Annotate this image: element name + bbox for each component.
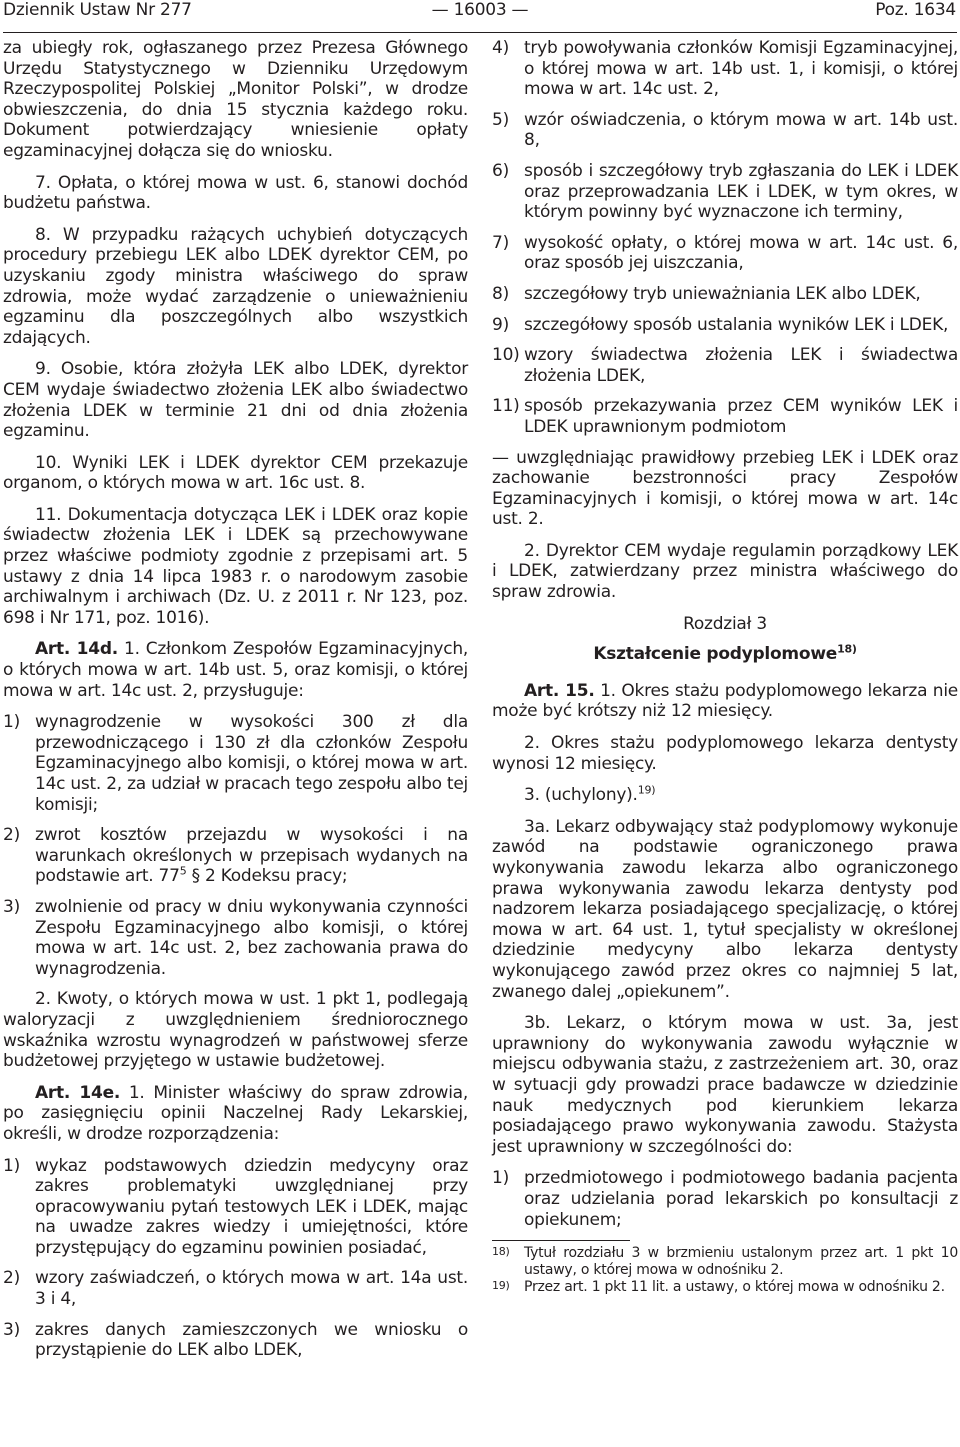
paragraph-text: 3. (uchylony).: [524, 785, 638, 806]
item-number: 5): [492, 109, 509, 130]
list-item: [3, 712, 468, 815]
item-number: 6): [492, 160, 509, 181]
article-15-paragraph-3b: 3b. Lekarz, o którym mowa w ust. 3a, jest uprawniony do wykonywania zawodu wyłącznie w miejscu odbywania stażu, z zastrzeżeniem art. 30, oraz w sytuacji gdy prowadzi prace badawcze w dziedzinie nauk medycznych pod kierunkiem lekarza posiadającego prawo wykonywania zawodu. Stażysta jest uprawniony w szczególności do:: [492, 1013, 958, 1157]
article-15-paragraph-2: 2. Okres stażu podyplomowego lekarza dentysty wynosi 12 miesięcy.: [492, 733, 958, 774]
item-text: przedmiotowego i podmiotowego badania pacjenta oraz udzielania porad lekarskich po konsultacji z opiekunem;: [524, 1168, 958, 1230]
article-14e: [3, 1083, 468, 1145]
item-text: wykaz podstawowych dziedzin medycyny oraz zakres problematyki uwzględnianej przy opracowywaniu pytań testowych LEK i LDEK, mając na uwadze zakres wiedzy i umiejętności, które przystępujący do egzaminu powinien posiadać,: [35, 1155, 468, 1258]
footnote-rule: [492, 1240, 630, 1241]
item-text: szczegółowy tryb unieważniania LEK albo LDEK,: [524, 283, 921, 304]
footnote-text: Przez art. 1 pkt 11 lit. a ustawy, o której mowa w odnośniku 2.: [524, 1279, 945, 1296]
article-14d-paragraph-2: 2. Kwoty, o których mowa w ust. 1 pkt 1, podlegają waloryzacji z uwzględnieniem średniorocznego wskaźnika wzrostu wynagrodzeń w państwowej sferze budżetowej przyjętego w ustawie budżetowej.: [3, 989, 468, 1072]
item-text: sposób przekazywania przez CEM wyników LEK i LDEK uprawnionym podmiotom: [524, 396, 958, 437]
item-number: 2): [3, 825, 20, 846]
list-item: [492, 110, 958, 151]
article-text: 1. Członkom Zespołów Egzaminacyjnych, o których mowa w art. 14b ust. 5, oraz komisji, o której mowa w art. 14c ust. 2, przysługuje:: [3, 639, 468, 701]
list-item: [492, 315, 958, 336]
item-text: wynagrodzenie w wysokości 300 zł dla przewodniczącego i 130 zł dla członków Zespołu Egzaminacyjnego albo komisji, o której mowa w art. 14c ust. 2, za udział w pracach tego zespołu albo tej komisji;: [35, 712, 469, 815]
item-text-part: § 2 Kodeksu pracy;: [186, 866, 348, 887]
list-item: [3, 1320, 468, 1361]
article-15: [492, 681, 958, 722]
article-label: Art. 14d.: [35, 639, 118, 660]
left-column: [3, 38, 468, 1371]
item-text: wzory świadectwa złożenia LEK i świadectwa złożenia LDEK,: [524, 345, 958, 386]
header-rule: [3, 32, 957, 33]
chapter-title-text: Kształcenie podyplomowe: [593, 644, 838, 665]
list-item: [492, 233, 958, 274]
item-number: 3): [3, 896, 20, 917]
item-number: 7): [492, 232, 509, 253]
item-text: sposób i szczegółowy tryb zgłaszania do LEK i LDEK oraz przeprowadzania LEK i LDEK, w tym okres, w którym powinny być wyznaczone ich terminy,: [524, 160, 958, 223]
item-text: wzory zaświadczeń, o których mowa w art. 14a ust. 3 i 4,: [35, 1268, 468, 1310]
page-header: [0, 0, 960, 26]
item-number: 10): [492, 345, 520, 366]
item-number: 2): [3, 1268, 20, 1289]
item-number: 11): [492, 396, 520, 417]
article-text: 1. Minister właściwy do spraw zdrowia, po zasięgnięciu opinii Naczelnej Rady Lekarskiej, określi, w drodze rozporządzenia:: [3, 1082, 468, 1144]
item-text: wzór oświadczenia, o którym mowa w art. 14b ust. 8,: [524, 109, 958, 151]
item-number: 9): [492, 314, 509, 335]
page-number: — 16003 —: [431, 0, 529, 20]
paragraph-continuation: za ubiegły rok, ogłaszanego przez Prezesa Głównego Urzędu Statystycznego w Dzienniku Urzędowym Rzeczypospolitej Polskiej „Monitor Polski”, w drodze obwieszczenia, do dnia 15 stycznia każdego roku. Dokument potwierdzający wniesienie opłaty egzaminacyjnej dołącza się do wniosku.: [3, 38, 468, 161]
list-item: [492, 38, 958, 100]
item-text: wysokość opłaty, o której mowa w art. 14c ust. 6, oraz sposób jej uiszczania,: [524, 232, 958, 274]
item-text: [35, 825, 468, 887]
list-item: [492, 396, 958, 437]
item-number: 3): [3, 1319, 20, 1340]
paragraph-11: 11. Dokumentacja dotycząca LEK i LDEK oraz kopie świadectw złożenia LEK i LDEK są przechowywane przez właściwe podmioty zgodnie z przepisami art. 5 ustawy z dnia 14 lipca 1983 r. o narodowym zasobie archiwalnym i archiwach (Dz. U. z 2011 r. Nr 123, poz. 698 i Nr 171, poz. 1016).: [3, 504, 468, 628]
item-text: tryb powoływania członków Komisji Egzaminacyjnej, o której mowa w art. 14b ust. 1, i komisji, o której mowa w art. 14c ust. 2,: [524, 38, 958, 100]
paragraph-7: 7. Opłata, o której mowa w ust. 6, stanowi dochód budżetu państwa.: [3, 172, 468, 214]
dash-paragraph: — uwzględniając prawidłowy przebieg LEK i LDEK oraz zachowanie bezstronności pracy Zespołów Egzaminacyjnych i komisji, o której mowa w art. 14c ust. 2.: [492, 447, 958, 530]
position-number: Poz. 1634: [875, 0, 956, 20]
list-item: [3, 1268, 468, 1309]
footnote-text: Tytuł rozdziału 3 w brzmieniu ustalonym przez art. 1 pkt 10 ustawy, o której mowa w odnośniku 2.: [524, 1245, 958, 1279]
article-14d: [3, 639, 468, 701]
right-column: [492, 38, 958, 1296]
item-text: zakres danych zamieszczonych we wniosku o przystąpienie do LEK albo LDEK,: [35, 1319, 468, 1361]
article-15-paragraph-3: [492, 785, 958, 806]
footnote: [492, 1245, 958, 1279]
item-number: 1): [3, 712, 20, 733]
article-label: Art. 15.: [524, 680, 595, 701]
chapter-title: [492, 644, 958, 665]
footnote-ref: 18): [837, 642, 857, 656]
footnote-ref: 19): [637, 783, 656, 797]
paragraph-8: 8. W przypadku rażących uchybień dotyczących procedury przebiegu LEK albo LDEK dyrektor CEM, po uzyskaniu zgody ministra właściwego do spraw zdrowia, może wydać zarządzenie o unieważnieniu egzaminu dla poszczególnych albo wszystkich zdających.: [3, 224, 468, 348]
article-text: 1. Okres stażu podyplomowego lekarza nie może być krótszy niż 12 miesięcy.: [492, 680, 958, 722]
paragraph-9: 9. Osobie, która złożyła LEK albo LDEK, dyrektor CEM wydaje świadectwo złożenia LEK albo świadectwo złożenia LDEK w terminie 21 dni od dnia złożenia egzaminu.: [3, 359, 468, 442]
list-item: [492, 284, 958, 305]
article-label: Art. 14e.: [35, 1082, 121, 1103]
footnote: [492, 1279, 958, 1296]
item-number: 4): [492, 38, 509, 58]
article-15-paragraph-3a: 3a. Lekarz odbywający staż podyplomowy wykonuje zawód na podstawie ograniczonego prawa wykonywania zawodu lekarza albo ograniczonego prawa wykonywania zawodu lekarza dentysty pod nadzorem lekarza posiadającego specjalizację, o której mowa w art. 64 ust. 1, tytuł specjalisty w określonej dziedzinie medycyny albo lekarza dentysty wykonującego zawód przez okres co najmniej 5 lat, zwanego dalej „opiekunem”.: [492, 816, 958, 1002]
list-item: [3, 1156, 468, 1259]
item-text-part: zwrot kosztów przejazdu w wysokości i na warunkach określonych w przepisach wydanych na podstawie art. 77: [35, 825, 468, 887]
footnote-number: 19): [492, 1279, 510, 1293]
item-text: szczegółowy sposób ustalania wyników LEK i LDEK,: [524, 314, 949, 335]
footnote-number: 18): [492, 1245, 510, 1259]
item-number: 1): [3, 1155, 20, 1176]
list-item: [492, 1168, 958, 1230]
chapter-number: Rozdział 3: [683, 613, 767, 634]
item-number: 8): [492, 283, 509, 304]
list-item: [3, 825, 468, 887]
list-item: [492, 161, 958, 223]
article-14e-paragraph-2: 2. Dyrektor CEM wydaje regulamin porządkowy LEK i LDEK, zatwierdzany przez ministra właściwego do spraw zdrowia.: [492, 540, 958, 603]
superscript: 5: [179, 864, 187, 878]
paragraph-10: 10. Wyniki LEK i LDEK dyrektor CEM przekazuje organom, o których mowa w art. 16c ust. 8.: [3, 452, 468, 494]
item-number: 1): [492, 1168, 509, 1189]
list-item: [492, 345, 958, 386]
journal-title: Dziennik Ustaw Nr 277: [3, 0, 192, 20]
item-text: zwolnienie od pracy w dniu wykonywania czynności Zespołu Egzaminacyjnego albo komisji, o której mowa w art. 14c ust. 2, bez zachowania prawa do wynagrodzenia.: [35, 896, 468, 979]
list-item: [3, 897, 468, 979]
